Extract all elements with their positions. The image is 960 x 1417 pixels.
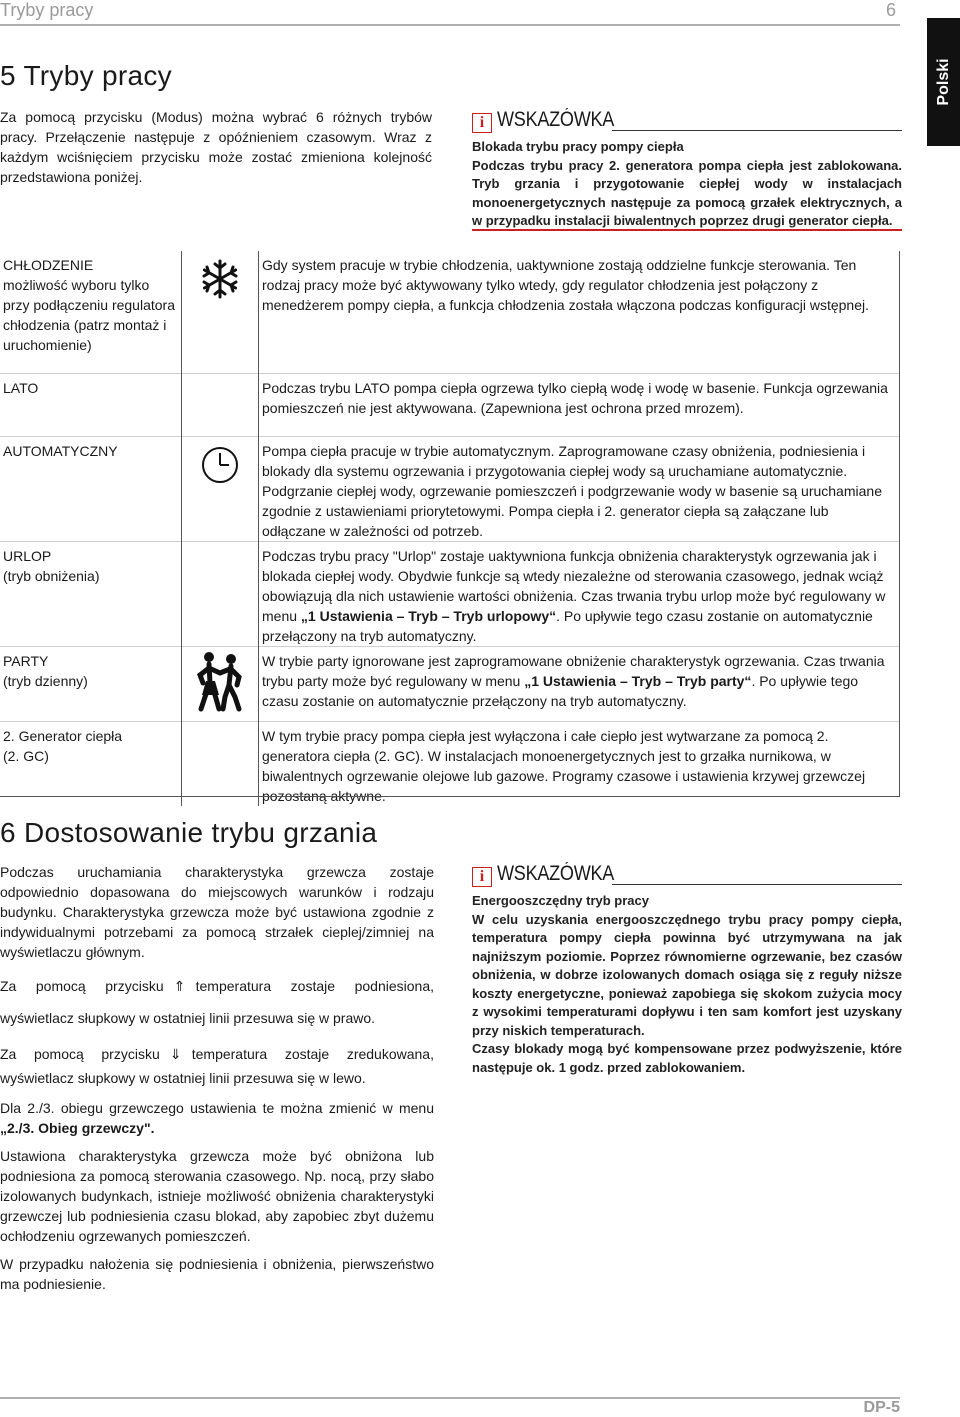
section6-paragraph-circuits [0,1098,434,1138]
mode-name: CHŁODZENIE [3,257,94,273]
modes-table [0,251,900,806]
hint-heading: WSKAZÓWKA [497,862,615,885]
hint-box-energy-saving [472,862,902,1082]
hint-header [472,108,902,134]
hint-text: Podczas trybu pracy 2. generatora pompa ciepła jest zablokowana. Tryb grzania i przygotowanie ciepłej wody w instalacjach monoenergetycznych następuje za pomocą grzałek elektrycznych, a w przypadku instalacji biwalentnych poprzez drugi generator ciepła. [472,157,902,228]
mode-icon-cell [182,541,259,646]
desc-text: Podczas trybu pracy "Urlop" zostaje uaktywniona funkcja obniżenia charakterystyk ogrzewania jak i blokada ciepłej wody. Obydwie funkcje są wtedy niezależne od sterowania czasowego, jednak wciąż obowiązują dla nich ustawienie wartości obniżenia. Czas trwania trybu urlop może być regulowany w menu [262,547,886,624]
mode-description: Gdy system pracuje w trybie chłodzenia, uaktywnione zostają oddzielne funkcje sterowania. Ten rodzaj pracy może być aktywowany tylko wtedy, gdy regulator chłodzenia jest połączony z menedżerem pompy ciepła, a funkcja chłodzenia została włączona podczas konfiguracji wstępnej. [262,257,869,313]
paragraph-text: Dla 2./3. obiegu grzewczego ustawienia te można zmienić w menu [0,1100,434,1116]
hint-text: W celu uzyskania energooszczędnego trybu pracy pompy ciepła, temperatura pompy ciepła powinna być utrzymywana na jak najniższym poziomie. Poprzez równomierne ogrzewanie, bez czasów obniżenia, w dobrze izolowanych domach osiąga się z reguły niższe koszty energetyczne, ponieważ zapobiega się skokom zużycia mocy z wysokimi temperaturami dopływu i ten sam komfort jest uzyskany przy niskich temperaturach. [472,911,902,1038]
desc-text: . Po upływie tego czasu zostanie on automatycznie przełączony na tryb automatyczny. [262,672,859,709]
table-bottom-border [0,796,900,797]
mode-label [0,436,182,541]
mode-sub: (tryb dzienny) [3,672,88,689]
hint-box-blocking [472,108,902,233]
section6-paragraph-down [0,1042,434,1090]
hint-body [472,138,902,231]
header-divider [0,24,900,26]
mode-label [0,541,182,646]
mode-sub: możliwość wyboru tylko przy podłączeniu regulatora chłodzenia (patrz montaż i uruchomienie) [3,277,175,353]
mode-label [0,373,182,436]
chapter-header: Tryby pracy [0,0,94,20]
paragraph-text: Za pomocą przycisku [0,1046,160,1062]
section5-title: 5 Tryby pracy [0,60,172,91]
mode-icon-cell [182,436,259,541]
mode-description: Podczas trybu LATO pompa ciepła ogrzewa tylko ciepłą wodę i wodę w basenie. Funkcja ogrzewania pomieszczeń nie jest aktywowana. (Zapewniona jest ochrona przed mrozem). [259,373,901,436]
desc-text: W trybie party ignorowane jest zaprogramowane obniżenie charakterystyk ogrzewania. Czas trwania trybu party może być regulowany w menu [262,652,885,689]
paragraph-text: temperatura zostaje zredukowana, wyświetlacz słupkowy w ostatniej linii przesuwa się w lewo. [0,1046,434,1086]
section6-paragraph: Podczas uruchamiania charakterystyka grzewcza zostaje odpowiednio dopasowana do miejscowych warunków i rodzaju budynku. Charakterystyka grzewcza może być ustawiona zgodnie z indywidualnymi potrzebami za pomocą strzałek cieplej/zimniej na wyświetlaczu głównym. [0,864,434,960]
desc-text: . Po upływie tego czasu zostanie on automatycznie przełączony na tryb automatyczny. [262,607,873,644]
section6-paragraph: W przypadku nałożenia się podniesienia i obniżenia, pierwszeństwo ma podniesienie. [0,1256,434,1292]
section5-intro: Za pomocą przycisku (Modus) można wybrać 6 różnych trybów pracy. Przełączenie następuje z opóźnieniem czasowym. Wraz z każdym wciśnięciem przycisku może zostać zmieniona kolejność przedstawiona poniżej. [0,109,432,185]
page-number: 6 [885,0,896,20]
hint-heading: WSKAZÓWKA [497,108,615,131]
mode-label [0,646,182,721]
mode-sub: (2. GC) [3,747,49,764]
section6-paragraph-up [0,970,434,1034]
menu-path: „1 Ustawienia – Tryb – Tryb urlopowy“ [300,607,557,624]
menu-path: „1 Ustawienia – Tryb – Tryb party“ [524,672,752,689]
clock-icon [200,445,240,490]
arrow-down-icon: ⇓ [169,1046,182,1062]
snowflake-icon [200,259,240,304]
section6-body [0,862,434,1294]
hint-text: Czasy blokady mogą być kompensowane przez podwyższenie, które następuje ok. 1 godz. przed zablokowaniem. [472,1041,902,1075]
mode-label [0,721,182,806]
dancing-people-icon [197,651,243,718]
hint-subtitle: Blokada trybu pracy pompy ciepła [472,139,684,154]
section6-paragraph: Ustawiona charakterystyka grzewcza może być obniżona lub podniesiona za pomocą sterowania czasowego. Np. nocą, przy słabo izolowanych budynkach, istnieje możliwość obniżenia charakterystyki grzewczej lub podniesienia czasu blokad, aby zapobiec zbyt dużemu ochłodzeniu ogrzewanych pomieszczeń. [0,1148,434,1244]
mode-description [259,541,901,646]
paragraph-text: temperatura zostaje podniesiona, wyświetlacz słupkowy w ostatniej linii przesuwa się w prawo. [0,978,434,1026]
footer-page-code: DP-5 [863,1399,900,1416]
menu-path: „2./3. Obieg grzewczy". [0,1120,155,1136]
mode-row-second-generator [0,721,900,806]
language-tab [927,18,960,146]
mode-icon-cell [182,646,259,721]
table-right-border [899,251,900,796]
mode-row-summer [0,373,900,436]
mode-name: 2. Generator ciepła [3,727,123,744]
footer-divider [0,1397,900,1399]
mode-sub: (tryb obniżenia) [3,567,100,584]
mode-description [259,646,901,721]
mode-description: Pompa ciepła pracuje w trybie automatycznym. Zaprogramowane czasy obniżenia, podniesienia i blokady dla systemu ogrzewania i przygotowania ciepłej wody są uruchamiane automatycznie. Podgrzanie ciepłej wody, ogrzewanie pomieszczeń i podgrzewanie wody w basenie są uruchamiane zgodnie z ustawieniami priorytetowymi. Pompa ciepła i 2. generator ciepła są załączane lub odłączane w zależności od potrzeb. [259,436,901,541]
paragraph-text: Za pomocą przycisku [0,978,164,994]
mode-icon-cell [182,251,259,373]
hint-rule [612,884,902,885]
mode-icon-cell [182,721,259,806]
hint-header [472,862,902,888]
hint-body [472,892,902,1077]
mode-name: URLOP [3,547,52,564]
mode-name: PARTY [3,652,49,669]
mode-row-cooling [0,251,900,373]
arrow-up-icon: ⇑ [173,978,186,994]
hint-subtitle: Energooszczędny tryb pracy [472,893,649,908]
mode-row-automatic [0,436,900,541]
hint-red-line [472,229,902,231]
language-tab-label: Polski [934,58,952,106]
mode-row-holiday [0,541,900,646]
mode-icon-cell [182,373,259,436]
hint-rule [612,130,902,131]
mode-label [0,251,182,373]
mode-name: AUTOMATYCZNY [3,442,118,459]
info-icon: i [472,867,492,887]
mode-description: W tym trybie pracy pompa ciepła jest wyłączona i całe ciepło jest wytwarzane za pomocą 2. generatora ciepła (2. GC). W instalacjach monoenergetycznych jest to grzałka nurnikowa, w biwalentnych ogrzewanie olejowe lub gazowe. Programy czasowe i ustawienia krzywej grzewczej pozostaną aktywne. [259,721,901,806]
mode-row-party [0,646,900,721]
info-icon: i [472,113,492,133]
section6-title: 6 Dostosowanie trybu grzania [0,817,378,848]
mode-name: LATO [3,379,39,396]
